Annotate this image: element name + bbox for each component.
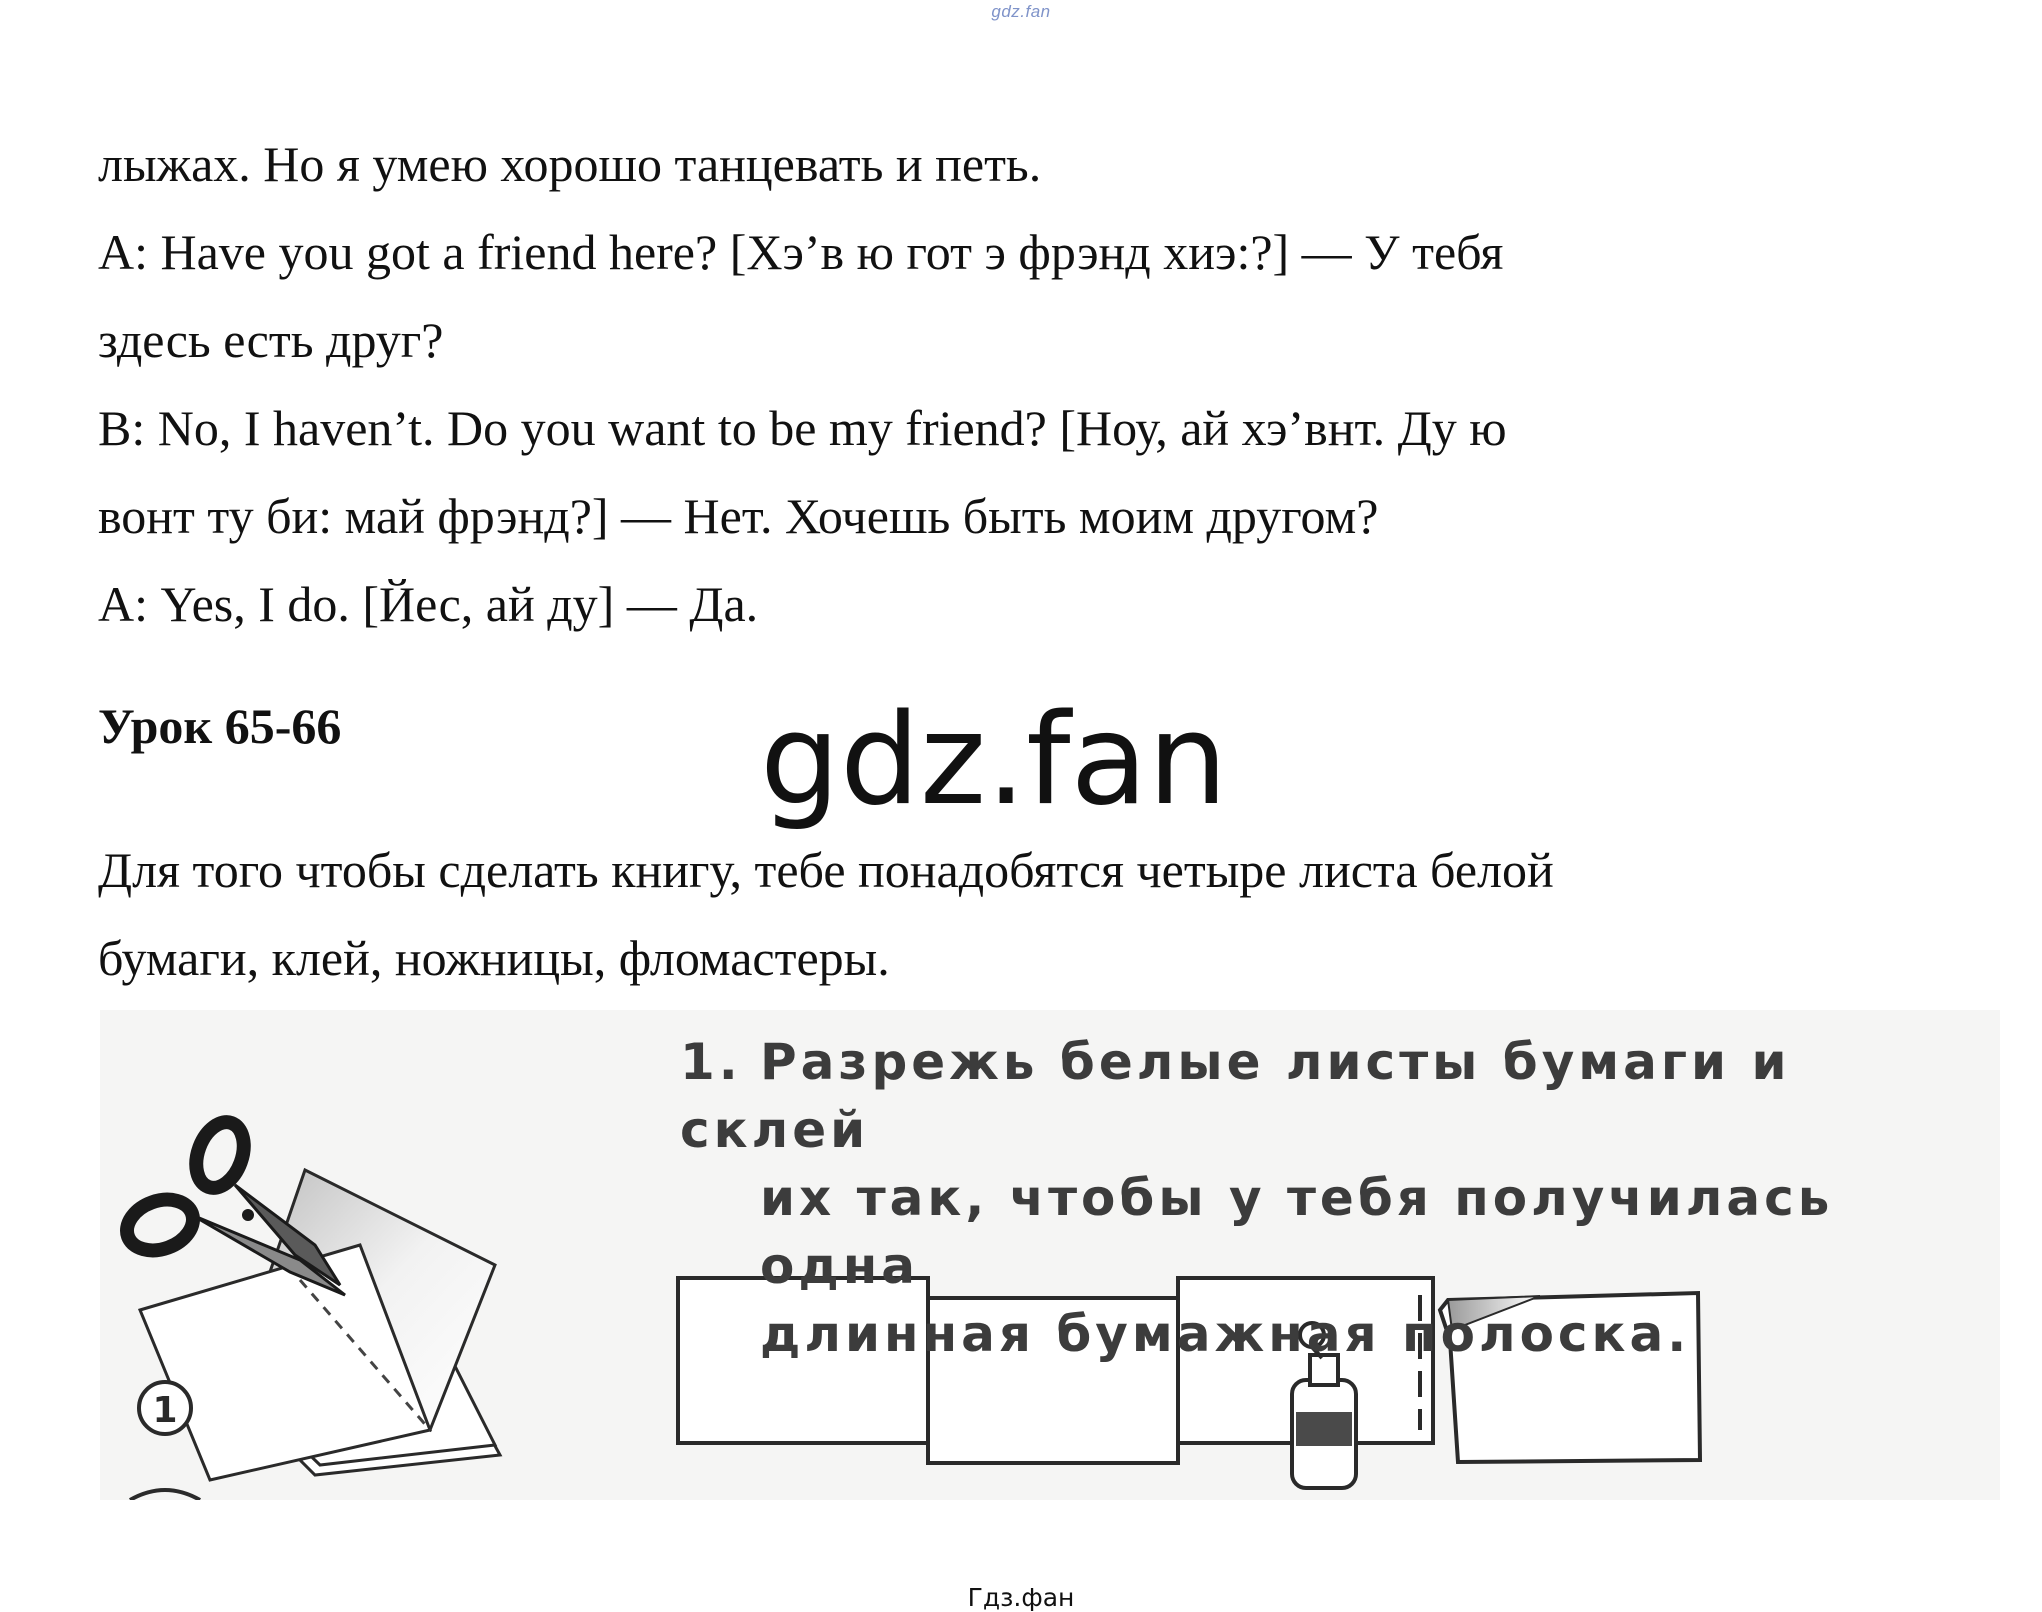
step-instructions: [680, 1028, 2000, 1368]
dialogue-line: А: Have you got a friend here? [Хэ’в ю гот э фрэнд хиэ:?] — У тебя: [98, 224, 1504, 280]
dialogue-line: лыжах. Но я умею хорошо танцевать и петь.: [98, 136, 1042, 192]
dialogue-block: [98, 120, 1978, 648]
step-line: длинная бумажная полоска.: [760, 1305, 1691, 1363]
big-watermark: gdz.fan: [760, 686, 1228, 833]
dialogue-line: здесь есть друг?: [98, 312, 444, 368]
step-line: Разрежь белые листы бумаги и склей: [680, 1033, 1791, 1159]
craft-illustration: [100, 1010, 2000, 1500]
lesson-title: Урок 65-66: [98, 698, 342, 754]
top-watermark: gdz.fan: [991, 2, 1051, 21]
instructions-paragraph: [98, 826, 1554, 1002]
paragraph-line: бумаги, клей, ножницы, фломастеры.: [98, 930, 890, 986]
step-circle-label: 1: [152, 1390, 178, 1431]
dialogue-line: А: Yes, I do. [Йес, ай ду] — Да.: [98, 576, 759, 632]
dialogue-line: вонт ту би: май фрэнд?] — Нет. Хочешь быть моим другом?: [98, 488, 1379, 544]
step-line: их так, чтобы у тебя получилась одна: [760, 1169, 1834, 1295]
paragraph-line: Для того чтобы сделать книгу, тебе понадобятся четыре листа белой: [98, 842, 1554, 898]
dialogue-line: B: No, I haven’t. Do you want to be my friend? [Ноу, ай хэ’внт. Ду ю: [98, 400, 1507, 456]
step-circle-badge: [139, 1382, 191, 1434]
step-number: 1.: [680, 1033, 742, 1091]
footer-watermark: Гдз.фан: [967, 1583, 1075, 1612]
